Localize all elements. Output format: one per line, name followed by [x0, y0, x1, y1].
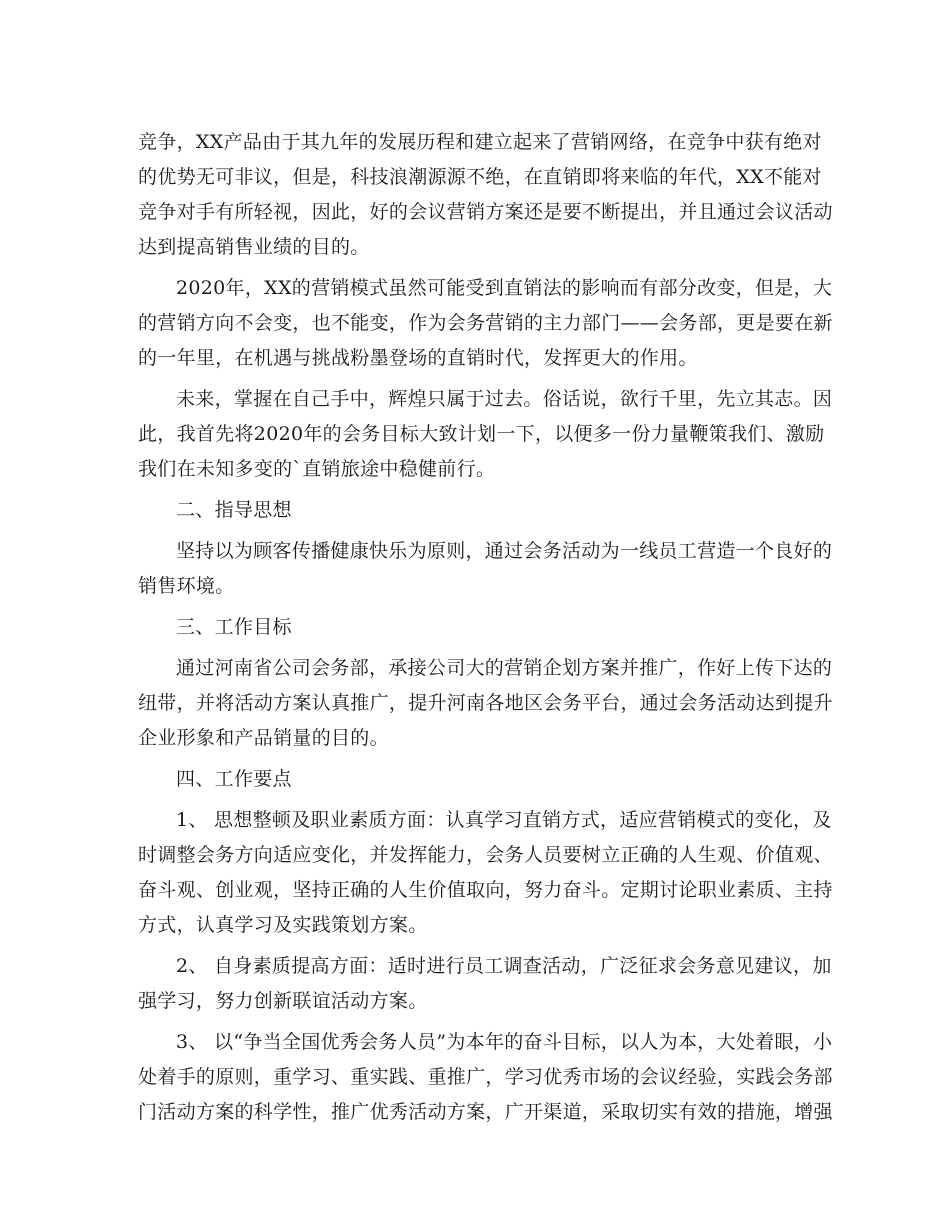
section-heading-work-goals [138, 610, 813, 645]
text-line: 纽带，并将活动方案认真推广，提升河南各地区会务平台，通过会务活动达到提升 [138, 692, 833, 714]
paragraph-2020-model [138, 271, 833, 376]
list-item-2 [138, 949, 832, 1019]
section-heading: 二、指导思想 [176, 499, 292, 521]
text-line: 的优势无可非议，但是，科技浪潮源源不绝，在直销即将来临的年代，XX不能对 [138, 166, 822, 188]
text-line: 销售环境。 [138, 575, 235, 597]
text-line: 2、 自身素质提高方面：适时进行员工调查活动，广泛征求会务意见建议，加 [176, 955, 832, 977]
section-heading-guiding-thought [138, 493, 813, 528]
paragraph-work-goals [138, 651, 833, 756]
list-item-1 [138, 803, 833, 943]
text-line: 3、 以“争当全国优秀会务人员”为本年的奋斗目标，以人为本，大处着眼，小 [176, 1031, 833, 1053]
text-line: 通过河南省公司会务部，承接公司大的营销企划方案并推广，作好上传下达的 [176, 657, 833, 679]
text-line: 我们在未知多变的`直销旅途中稳健前行。 [138, 458, 496, 480]
text-line: 竞争对手有所轻视，因此，好的会议营销方案还是要不断提出，并且通过会议活动 [138, 201, 833, 223]
paragraph-future [138, 382, 833, 487]
text-line: 未来，掌握在自己手中，辉煌只属于过去。俗话说，欲行千里，先立其志。因 [176, 388, 833, 410]
text-line: 强学习，努力创新联谊活动方案。 [138, 990, 428, 1012]
text-line: 方式，认真学习及实践策划方案。 [138, 914, 428, 936]
list-item-3 [138, 1025, 833, 1130]
text-line: 2020年，XX的营销模式虽然可能受到直销法的影响而有部分改变，但是，大 [176, 277, 833, 299]
text-line: 此，我首先将2020年的会务目标大致计划一下，以便多一份力量鞭策我们、激励 [138, 423, 825, 445]
text-line: 的营销方向不会变，也不能变，作为会务营销的主力部门——会务部，更是要在新 [138, 312, 833, 334]
text-line: 时调整会务方向适应变化，并发挥能力，会务人员要树立正确的人生观、价值观、 [138, 844, 833, 866]
text-line: 企业形象和产品销量的目的。 [138, 727, 389, 749]
text-line: 处着手的原则，重学习、重实践、重推广，学习优秀市场的会议经验，实践会务部 [138, 1066, 833, 1088]
text-line: 门活动方案的科学性，推广优秀活动方案，广开渠道，采取切实有效的措施，增强 [138, 1101, 833, 1123]
text-line: 1、 思想整顿及职业素质方面：认真学习直销方式，适应营销模式的变化，及 [176, 809, 832, 831]
document-body [138, 125, 833, 1136]
section-heading: 四、工作要点 [176, 768, 292, 790]
text-line: 的一年里，在机遇与挑战粉墨登场的直销时代，发挥更大的作用。 [138, 347, 698, 369]
paragraph-intro-continued [138, 125, 833, 265]
section-heading-work-points [138, 762, 813, 797]
section-heading: 三、工作目标 [176, 616, 292, 638]
paragraph-guiding-thought [138, 534, 833, 604]
text-line: 奋斗观、创业观，坚持正确的人生价值取向，努力奋斗。定期讨论职业素质、主持 [138, 879, 833, 901]
text-line: 竞争，XX产品由于其九年的发展历程和建立起来了营销网络，在竞争中获有绝对 [138, 131, 822, 153]
text-line: 坚持以为顾客传播健康快乐为原则，通过会务活动为一线员工营造一个良好的 [176, 540, 833, 562]
text-line: 达到提高销售业绩的目的。 [138, 236, 370, 258]
